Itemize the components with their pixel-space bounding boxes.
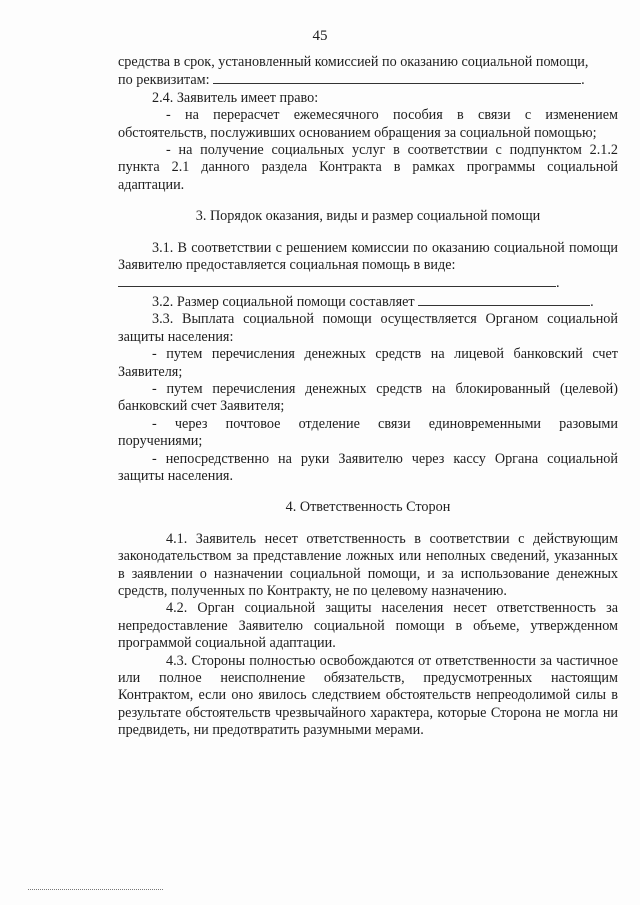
section4-heading: 4. Ответственность Сторон bbox=[285, 499, 451, 516]
clause-3-1-end: . bbox=[556, 275, 560, 292]
clause-4-1: 4.1. Заявитель несет ответственность в соответствии с действующим законодательством за представление ложных или неполных сведений, указанных в заявлении о назначении социальной помощи, и за использование денежных средств, полученных по Контракту, не по целевому назначению. bbox=[118, 530, 618, 599]
clause-3-3-bullet-4: - непосредственно на руки Заявителю через кассу Органа социальной защиты населения. bbox=[118, 450, 618, 484]
clause-3-2-blank bbox=[418, 293, 590, 306]
clause-2-4-item-2: - на получение социальных услуг в соответствии с подпунктом 2.1.2 пункта 2.1 данного раздела Контракта в рамках программы социальной адаптации. bbox=[118, 142, 618, 193]
section3-heading: 3. Порядок оказания, виды и размер социальной помощи bbox=[195, 208, 541, 225]
page-number: 45 bbox=[312, 28, 328, 44]
clause-3-3-bullet-2: - путем перечисления денежных средств на блокированный (целевой) банковский счет Заявителя; bbox=[118, 380, 618, 415]
clause-3-1 bbox=[118, 240, 618, 293]
document-body bbox=[118, 54, 618, 740]
clause-3-2-end: . bbox=[590, 293, 594, 310]
clause-3-3-bullet-3: - через почтовое отделение связи единовременными разовыми поручениями; bbox=[118, 415, 618, 450]
clause-3-3-bullet-1: - путем перечисления денежных средств на лицевой банковский счет Заявителя; bbox=[118, 346, 618, 380]
clause-3-3: 3.3. Выплата социальной помощи осуществляется Органом социальной защиты населения: bbox=[118, 311, 618, 345]
requisites-blank bbox=[213, 71, 581, 84]
requisites-label: по реквизитам: bbox=[118, 72, 210, 89]
clause-3-1-text: 3.1. В соответствии с решением комиссии по оказанию социальной помощи Заявителю предоставляется социальная помощь в виде: bbox=[118, 239, 618, 274]
clause-3-1-blank bbox=[118, 274, 556, 287]
footer-rule bbox=[28, 889, 163, 890]
section2-tail-line2 bbox=[118, 71, 618, 89]
clause-4-2: 4.2. Орган социальной защиты населения несет ответственность за непредоставление Заявителю социальной помощи в объеме, утвержденном программой социальной адаптации. bbox=[118, 600, 618, 652]
requisites-end: . bbox=[581, 72, 585, 89]
clause-3-2 bbox=[118, 293, 618, 311]
clause-3-2-text: 3.2. Размер социальной помощи составляет bbox=[152, 293, 415, 310]
clause-2-4-intro: 2.4. Заявитель имеет право: bbox=[152, 89, 319, 106]
section2-tail-line1: средства в срок, установленный комиссией по оказанию социальной помощи, bbox=[118, 54, 589, 70]
clause-2-4-item-1: - на перерасчет ежемесячного пособия в связи с изменением обстоятельств, послуживших основанием обращения за социальной помощью; bbox=[118, 107, 618, 141]
clause-4-3: 4.3. Стороны полностью освобождаются от ответственности за частичное или полное неисполнение обязательств, предусмотренных настоящим Контрактом, если оно явилось следствием обстоятельств непреодолимой силы в результате обстоятельств чрезвычайного характера, которые Сторона не могла ни предвидеть, ни предотвратить разумными мерами. bbox=[118, 652, 618, 739]
